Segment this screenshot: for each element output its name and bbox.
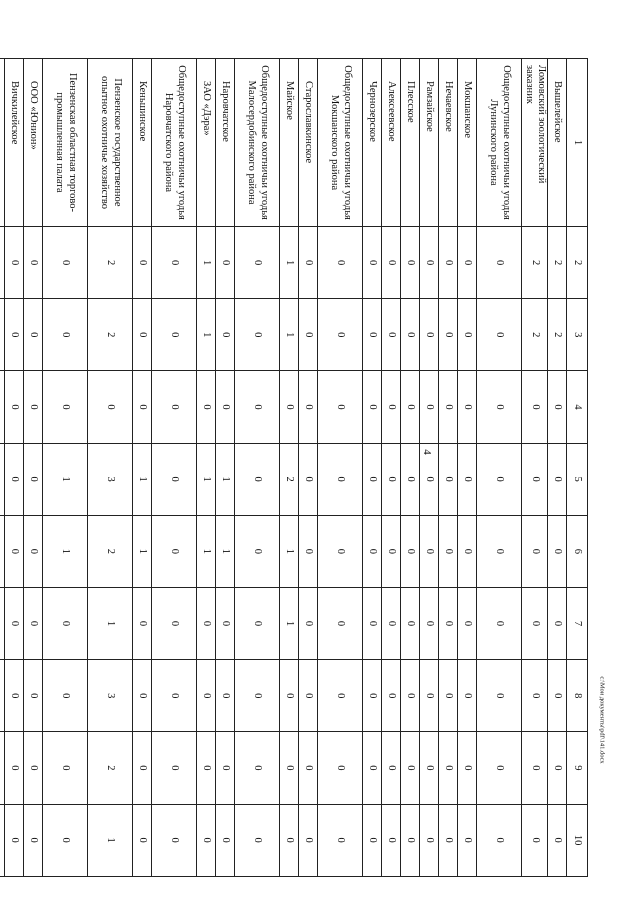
- value-cell: 0: [477, 660, 522, 732]
- value-cell: 0: [477, 299, 522, 371]
- table-row: [401, 59, 420, 877]
- value-cell: 0: [235, 732, 280, 804]
- value-cell: 0: [318, 227, 363, 299]
- value-cell: 0: [24, 443, 43, 515]
- value-cell: 0: [280, 371, 299, 443]
- table-row: [43, 59, 88, 877]
- row-name-cell: Ломовский зоологический заказник: [522, 59, 548, 227]
- value-cell: 0: [401, 515, 420, 587]
- value-cell: 2: [88, 732, 133, 804]
- value-cell: [0, 443, 5, 515]
- value-cell: 0: [401, 732, 420, 804]
- table-row: [318, 59, 363, 877]
- table-row: [363, 59, 382, 877]
- value-cell: 0: [382, 732, 401, 804]
- value-cell: 0: [235, 660, 280, 732]
- value-cell: 0: [318, 660, 363, 732]
- value-cell: 0: [458, 515, 477, 587]
- value-cell: 2: [88, 227, 133, 299]
- value-cell: 0: [24, 227, 43, 299]
- value-cell: 0: [548, 587, 567, 659]
- value-cell: 1: [133, 443, 152, 515]
- value-cell: 0: [439, 587, 458, 659]
- value-cell: 0: [382, 804, 401, 876]
- table-row: [152, 59, 197, 877]
- value-cell: 0: [420, 587, 439, 659]
- value-cell: 0: [420, 299, 439, 371]
- value-cell: 0: [235, 587, 280, 659]
- value-cell: 0: [439, 804, 458, 876]
- data-table: [0, 58, 588, 877]
- value-cell: 0: [401, 371, 420, 443]
- table-row: [280, 59, 299, 877]
- value-cell: 0: [216, 227, 235, 299]
- value-cell: 0: [318, 587, 363, 659]
- value-cell: 0: [235, 804, 280, 876]
- value-cell: 0: [382, 660, 401, 732]
- value-cell: 2: [522, 299, 548, 371]
- value-cell: 0: [152, 443, 197, 515]
- value-cell: 0: [477, 227, 522, 299]
- header-column-number: 2: [567, 227, 588, 299]
- value-cell: 0: [318, 443, 363, 515]
- table-row: [0, 59, 5, 877]
- value-cell: 0: [133, 732, 152, 804]
- value-cell: 0: [197, 732, 216, 804]
- value-cell: 0: [216, 587, 235, 659]
- value-cell: 0: [420, 660, 439, 732]
- value-cell: 1: [216, 515, 235, 587]
- value-cell: 0: [522, 443, 548, 515]
- value-cell: 0: [401, 587, 420, 659]
- value-cell: 0: [5, 732, 24, 804]
- value-cell: 0: [522, 804, 548, 876]
- value-cell: 0: [477, 371, 522, 443]
- value-cell: 0: [420, 227, 439, 299]
- value-cell: 0: [280, 660, 299, 732]
- value-cell: 0: [5, 443, 24, 515]
- value-cell: 0: [548, 660, 567, 732]
- value-cell: 3: [88, 660, 133, 732]
- value-cell: 0: [88, 371, 133, 443]
- footer-path: c:\Мои документы\pdf\141.docx: [598, 676, 606, 764]
- value-cell: 0: [458, 732, 477, 804]
- value-cell: 0: [5, 299, 24, 371]
- value-cell: 0: [401, 804, 420, 876]
- value-cell: 0: [363, 732, 382, 804]
- value-cell: 1: [280, 515, 299, 587]
- value-cell: 0: [5, 515, 24, 587]
- value-cell: 0: [318, 515, 363, 587]
- row-name-cell: Пензенская областная торгово-промышленная палата: [43, 59, 88, 227]
- row-name-cell: Плесское: [401, 59, 420, 227]
- rotated-table-area: [9, 58, 588, 876]
- value-cell: 0: [548, 732, 567, 804]
- value-cell: 0: [548, 443, 567, 515]
- value-cell: 0: [280, 804, 299, 876]
- value-cell: 0: [152, 371, 197, 443]
- value-cell: 0: [420, 443, 439, 515]
- value-cell: 0: [522, 732, 548, 804]
- table-row: [477, 59, 522, 877]
- value-cell: 0: [548, 804, 567, 876]
- value-cell: 1: [133, 515, 152, 587]
- value-cell: [0, 587, 5, 659]
- row-name-cell: Вичкилейское: [5, 59, 24, 227]
- row-name-cell: Пензенское государственное опытное охотничье хозяйство: [88, 59, 133, 227]
- table-row: [382, 59, 401, 877]
- page-number: 4: [421, 449, 433, 455]
- value-cell: 0: [439, 660, 458, 732]
- value-cell: 0: [522, 587, 548, 659]
- value-cell: 0: [235, 515, 280, 587]
- header-column-number: 3: [567, 299, 588, 371]
- value-cell: [0, 371, 5, 443]
- value-cell: 0: [299, 371, 318, 443]
- value-cell: 0: [458, 227, 477, 299]
- value-cell: 0: [401, 299, 420, 371]
- row-name-cell: Вышелейское: [548, 59, 567, 227]
- value-cell: 1: [88, 587, 133, 659]
- value-cell: 1: [280, 227, 299, 299]
- value-cell: 2: [88, 299, 133, 371]
- value-cell: 0: [318, 804, 363, 876]
- table-row: [88, 59, 133, 877]
- value-cell: 0: [477, 587, 522, 659]
- value-cell: 0: [420, 804, 439, 876]
- value-cell: 2: [548, 227, 567, 299]
- value-cell: 0: [439, 732, 458, 804]
- table-body: [0, 59, 588, 877]
- value-cell: 2: [548, 299, 567, 371]
- table-row: [133, 59, 152, 877]
- value-cell: 0: [133, 660, 152, 732]
- value-cell: 0: [152, 227, 197, 299]
- value-cell: 0: [477, 732, 522, 804]
- value-cell: 0: [5, 371, 24, 443]
- value-cell: 0: [43, 587, 88, 659]
- value-cell: 3: [88, 443, 133, 515]
- value-cell: 0: [24, 732, 43, 804]
- value-cell: 0: [43, 371, 88, 443]
- value-cell: 0: [152, 732, 197, 804]
- value-cell: 0: [5, 587, 24, 659]
- value-cell: 0: [197, 804, 216, 876]
- row-name-cell: Общедоступные охотничьи угодья Лунинского района: [477, 59, 522, 227]
- value-cell: 0: [299, 804, 318, 876]
- value-cell: 0: [235, 299, 280, 371]
- value-cell: 0: [401, 227, 420, 299]
- value-cell: 0: [235, 371, 280, 443]
- value-cell: 0: [197, 660, 216, 732]
- value-cell: 0: [363, 443, 382, 515]
- value-cell: 0: [43, 227, 88, 299]
- row-name-cell: Наровчатское: [216, 59, 235, 227]
- value-cell: 0: [548, 371, 567, 443]
- value-cell: 0: [152, 299, 197, 371]
- value-cell: 0: [299, 587, 318, 659]
- value-cell: 0: [458, 804, 477, 876]
- value-cell: 0: [420, 732, 439, 804]
- value-cell: [0, 660, 5, 732]
- value-cell: 0: [5, 227, 24, 299]
- table-row: [420, 59, 439, 877]
- value-cell: 0: [382, 227, 401, 299]
- value-cell: 0: [216, 299, 235, 371]
- value-cell: 0: [152, 804, 197, 876]
- value-cell: 0: [318, 371, 363, 443]
- value-cell: 0: [458, 660, 477, 732]
- table-row: [522, 59, 548, 877]
- value-cell: 0: [152, 515, 197, 587]
- value-cell: 0: [216, 804, 235, 876]
- value-cell: 0: [133, 804, 152, 876]
- value-cell: 0: [363, 804, 382, 876]
- value-cell: 0: [401, 443, 420, 515]
- value-cell: 0: [382, 371, 401, 443]
- value-cell: 0: [458, 587, 477, 659]
- value-cell: 0: [133, 299, 152, 371]
- row-name-cell: ООО «Юнион»: [24, 59, 43, 227]
- value-cell: 0: [133, 227, 152, 299]
- value-cell: 0: [477, 804, 522, 876]
- header-column-number: 4: [567, 371, 588, 443]
- header-column-number: 6: [567, 515, 588, 587]
- value-cell: 1: [43, 515, 88, 587]
- header-column-number: 10: [567, 804, 588, 876]
- value-cell: 0: [363, 587, 382, 659]
- value-cell: 0: [216, 660, 235, 732]
- value-cell: 0: [477, 515, 522, 587]
- value-cell: 0: [197, 371, 216, 443]
- value-cell: 0: [439, 443, 458, 515]
- value-cell: 1: [280, 299, 299, 371]
- value-cell: 0: [152, 587, 197, 659]
- value-cell: 0: [439, 299, 458, 371]
- value-cell: 0: [280, 732, 299, 804]
- value-cell: 0: [5, 804, 24, 876]
- value-cell: 0: [477, 443, 522, 515]
- table-row: [299, 59, 318, 877]
- value-cell: 1: [197, 299, 216, 371]
- row-name-cell: Общедоступные охотничьи угодья Мокшанского района: [318, 59, 363, 227]
- row-name-cell: Алексеевское: [382, 59, 401, 227]
- value-cell: 2: [522, 227, 548, 299]
- value-cell: 0: [197, 587, 216, 659]
- table-row: [439, 59, 458, 877]
- value-cell: [0, 804, 5, 876]
- value-cell: 0: [548, 515, 567, 587]
- value-cell: 1: [280, 587, 299, 659]
- value-cell: 0: [439, 227, 458, 299]
- value-cell: 0: [299, 660, 318, 732]
- value-cell: 0: [363, 299, 382, 371]
- value-cell: 0: [43, 660, 88, 732]
- value-cell: [0, 732, 5, 804]
- value-cell: 0: [401, 660, 420, 732]
- value-cell: 1: [197, 515, 216, 587]
- value-cell: [0, 299, 5, 371]
- value-cell: 2: [280, 443, 299, 515]
- value-cell: 0: [24, 371, 43, 443]
- table-row: [5, 59, 24, 877]
- value-cell: 0: [458, 371, 477, 443]
- value-cell: 2: [88, 515, 133, 587]
- value-cell: 0: [363, 371, 382, 443]
- value-cell: 0: [363, 660, 382, 732]
- value-cell: 0: [235, 443, 280, 515]
- value-cell: 0: [318, 299, 363, 371]
- value-cell: 0: [522, 515, 548, 587]
- value-cell: 0: [522, 660, 548, 732]
- row-name-cell: Рамзайское: [420, 59, 439, 227]
- table-row: [235, 59, 280, 877]
- table-row: [24, 59, 43, 877]
- value-cell: 0: [299, 443, 318, 515]
- value-cell: 0: [299, 732, 318, 804]
- header-column-number: 9: [567, 732, 588, 804]
- value-cell: 0: [24, 804, 43, 876]
- row-name-cell: Мокшанское: [458, 59, 477, 227]
- value-cell: 0: [420, 371, 439, 443]
- value-cell: 1: [216, 443, 235, 515]
- value-cell: 1: [197, 443, 216, 515]
- table-row: [197, 59, 216, 877]
- row-name-cell: Чернозерское: [363, 59, 382, 227]
- value-cell: 0: [522, 371, 548, 443]
- value-cell: 0: [24, 515, 43, 587]
- value-cell: 0: [458, 299, 477, 371]
- value-cell: [0, 227, 5, 299]
- row-name-cell: Кеньшинское: [133, 59, 152, 227]
- value-cell: 0: [24, 660, 43, 732]
- value-cell: 0: [363, 515, 382, 587]
- value-cell: 0: [152, 660, 197, 732]
- value-cell: 0: [133, 587, 152, 659]
- value-cell: 0: [439, 515, 458, 587]
- row-name-cell: Общедоступные охотничьи угодья Малосердобинского района: [235, 59, 280, 227]
- value-cell: 0: [24, 299, 43, 371]
- value-cell: 0: [318, 732, 363, 804]
- value-cell: 0: [24, 587, 43, 659]
- value-cell: 1: [43, 443, 88, 515]
- value-cell: 0: [299, 515, 318, 587]
- table-row: [458, 59, 477, 877]
- table-row: [548, 59, 567, 877]
- row-name-cell: ЗАО «Дэра»: [197, 59, 216, 227]
- header-column-number: 8: [567, 660, 588, 732]
- value-cell: 0: [420, 515, 439, 587]
- table-header-row: [567, 59, 588, 877]
- row-name-cell: Старославкинское: [299, 59, 318, 227]
- header-column-number: 5: [567, 443, 588, 515]
- row-name-cell: Нечаевское: [439, 59, 458, 227]
- row-name-cell: Общедоступные охотничьи угодья Наровчатского района: [152, 59, 197, 227]
- value-cell: 0: [382, 515, 401, 587]
- value-cell: 0: [5, 660, 24, 732]
- value-cell: 0: [216, 371, 235, 443]
- value-cell: 0: [235, 227, 280, 299]
- header-column-number: 7: [567, 587, 588, 659]
- value-cell: 0: [439, 371, 458, 443]
- value-cell: 0: [382, 587, 401, 659]
- value-cell: 0: [382, 443, 401, 515]
- header-name-column: 1: [567, 59, 588, 227]
- value-cell: 0: [43, 804, 88, 876]
- value-cell: 0: [43, 299, 88, 371]
- value-cell: 0: [43, 732, 88, 804]
- table-row: [216, 59, 235, 877]
- row-name-cell: Майское: [280, 59, 299, 227]
- value-cell: 1: [88, 804, 133, 876]
- value-cell: 0: [299, 299, 318, 371]
- value-cell: 0: [299, 227, 318, 299]
- row-name-cell: [0, 59, 5, 227]
- value-cell: 0: [382, 299, 401, 371]
- value-cell: 0: [363, 227, 382, 299]
- value-cell: 1: [197, 227, 216, 299]
- value-cell: 0: [458, 443, 477, 515]
- value-cell: [0, 515, 5, 587]
- value-cell: 0: [133, 371, 152, 443]
- value-cell: 0: [216, 732, 235, 804]
